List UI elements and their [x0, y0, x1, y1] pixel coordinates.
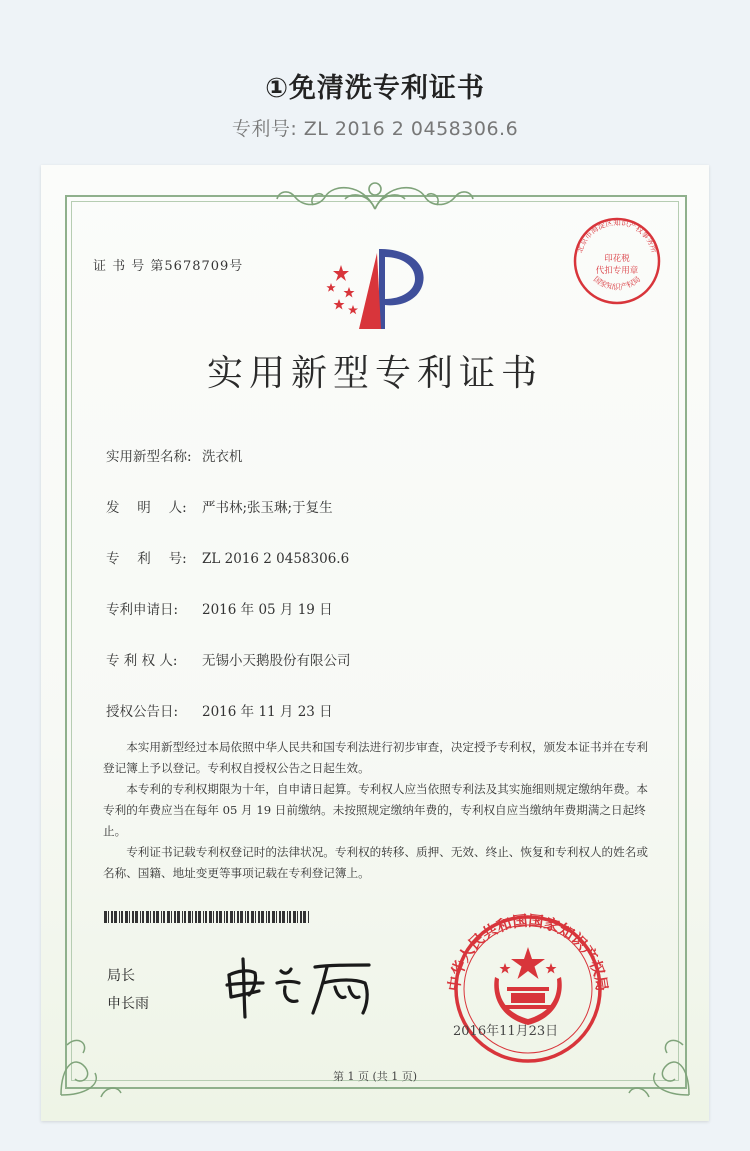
director-signature-icon — [219, 953, 379, 1023]
field-patent-number — [106, 547, 349, 567]
bottom-left-ornament-icon — [55, 1005, 125, 1101]
field-value: ZL 2016 2 0458306.6 — [202, 551, 350, 567]
director-name: 申长雨 — [107, 996, 149, 1012]
svg-text:国家知识产权局 — [592, 274, 642, 291]
field-value: 2016 年 11 月 23 日 — [202, 704, 333, 720]
issue-date: 2016年11月23日 — [453, 1024, 559, 1039]
body-paragraph: 本实用新型经过本局依照中华人民共和国专利法进行初步审查，决定授予专利权，颁发本证书并在专利登记簿上予以登记。专利权自授权公告之日起生效。 — [103, 740, 648, 775]
field-label: 授权公告日: — [106, 704, 179, 720]
field-value: 无锡小天鹅股份有限公司 — [202, 653, 351, 669]
page-header — [0, 0, 750, 160]
field-label: 专 利 号: — [106, 551, 187, 567]
page-number: 第 1 页 (共 1 页) — [332, 1070, 418, 1083]
national-seal-text: 中华人民共和国国家知识产权局 — [444, 911, 612, 993]
page-title: ①免清洗专利证书 — [265, 73, 485, 104]
field-label: 专利申请日: — [106, 602, 179, 618]
body-paragraph: 本专利的专利权期限为十年，自申请日起算。专利权人应当依照专利法及其实施细则规定缴纳年费。本专利的年费应当在每年 05 月 19 日前缴纳。未按照规定缴纳年费的，专利权自应当缴纳年费期满之日起终止。 — [103, 782, 648, 838]
patent-number-subtitle: 专利号: ZL 2016 2 0458306.6 — [231, 118, 519, 140]
agency-seal-top-text: 北京市海淀区知识产权事务所 — [574, 218, 660, 254]
certificate-title: 实用新型专利证书 — [206, 353, 543, 394]
agency-seal-bottom-text: 国家知识产权局 — [591, 274, 643, 292]
director-title: 局长 — [107, 968, 135, 984]
field-utility-model-name — [106, 445, 243, 465]
patent-office-emblem-icon — [319, 243, 431, 333]
field-inventors — [106, 496, 333, 516]
field-label: 发 明 人: — [106, 500, 187, 516]
field-grant-date — [106, 700, 333, 720]
agency-seal-icon — [567, 215, 667, 305]
certificate-number: 证 书 号 第5678709号 — [93, 259, 244, 274]
patent-certificate — [41, 165, 709, 1121]
certificate-body-text — [103, 737, 653, 884]
field-application-date — [106, 598, 333, 618]
field-value: 严书林;张玉琳;于复生 — [202, 500, 333, 516]
field-patentee — [106, 649, 351, 669]
national-ip-office-seal-icon — [433, 903, 623, 1063]
agency-seal-sub-text: 代扣专用章 — [595, 266, 639, 276]
field-value: 洗衣机 — [202, 449, 243, 465]
bottom-right-ornament-icon — [625, 1005, 695, 1101]
svg-text:北京市海淀区知识产权事务所 — [574, 217, 660, 254]
agency-seal-middle-text: 印花税 — [604, 254, 630, 264]
barcode-icon — [104, 911, 312, 923]
field-label: 实用新型名称: — [106, 449, 192, 465]
field-value: 2016 年 05 月 19 日 — [202, 602, 333, 618]
field-label: 专 利 权 人: — [106, 653, 178, 669]
body-paragraph: 专利证书记载专利权登记时的法律状况。专利权的转移、质押、无效、终止、恢复和专利权人的姓名或名称、国籍、地址变更等事项记载在专利登记簿上。 — [103, 845, 648, 880]
top-ornament-icon — [273, 179, 477, 213]
